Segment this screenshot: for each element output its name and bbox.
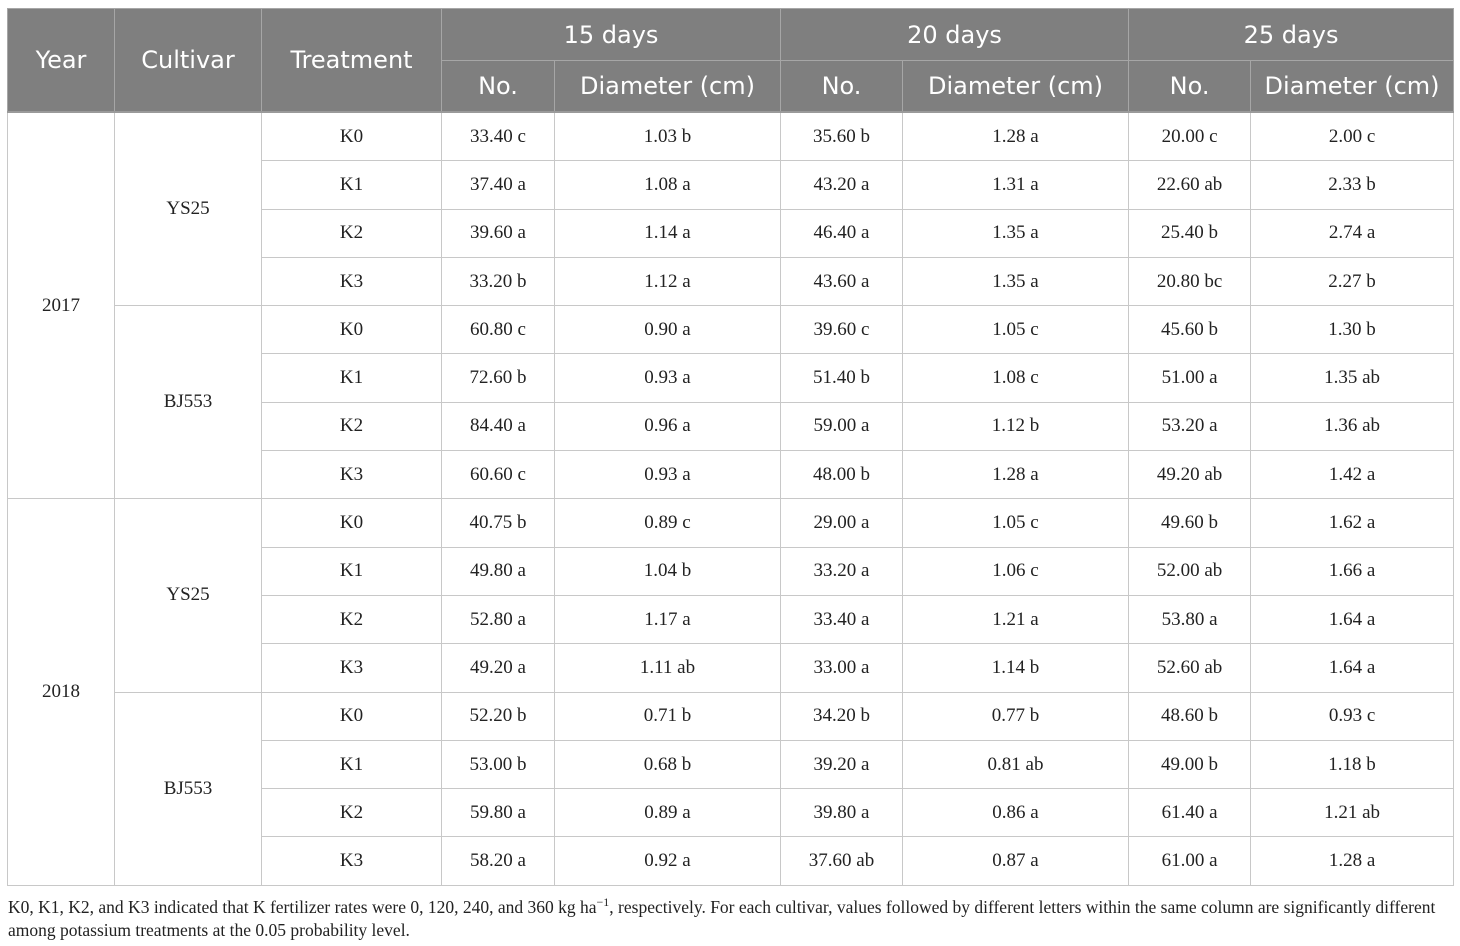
diameter-25-days-cell: 1.64 a (1251, 644, 1454, 692)
diameter-20-days-cell: 1.14 b (903, 644, 1129, 692)
treatment-cell: K0 (262, 306, 442, 354)
diameter-15-days-cell: 0.92 a (555, 837, 781, 885)
diameter-15-days-cell: 0.93 a (555, 354, 781, 402)
treatment-cell: K1 (262, 740, 442, 788)
diameter-25-days-cell: 0.93 c (1251, 692, 1454, 740)
cultivar-cell: BJ553 (115, 306, 262, 499)
no-25-days-cell: 61.40 a (1129, 789, 1251, 837)
treatment-cell: K0 (262, 499, 442, 547)
footnote-text-continued: , respectively. For each cultivar, values followed by different letters within the same column are significantly different among potassium treatments at the 0.05 probability level. (8, 896, 1436, 940)
no-15-days-cell: 49.20 a (442, 644, 555, 692)
diameter-25-days-cell: 1.42 a (1251, 451, 1454, 499)
no-20-days-cell: 48.00 b (781, 451, 903, 499)
diameter-15-days-cell: 0.71 b (555, 692, 781, 740)
no-25-days-cell: 25.40 b (1129, 209, 1251, 257)
no-25-days-cell: 49.00 b (1129, 740, 1251, 788)
header-period-25-days: 25 days (1129, 9, 1454, 61)
no-20-days-cell: 39.20 a (781, 740, 903, 788)
diameter-25-days-cell: 1.64 a (1251, 595, 1454, 643)
treatment-cell: K2 (262, 209, 442, 257)
diameter-20-days-cell: 1.35 a (903, 209, 1129, 257)
no-20-days-cell: 29.00 a (781, 499, 903, 547)
no-20-days-cell: 35.60 b (781, 112, 903, 161)
no-20-days-cell: 34.20 b (781, 692, 903, 740)
diameter-20-days-cell: 1.06 c (903, 547, 1129, 595)
treatment-cell: K0 (262, 112, 442, 161)
no-25-days-cell: 53.20 a (1129, 402, 1251, 450)
diameter-20-days-cell: 0.87 a (903, 837, 1129, 885)
subheader-diameter: Diameter (cm) (903, 61, 1129, 113)
diameter-20-days-cell: 1.31 a (903, 161, 1129, 209)
table-footnote (8, 891, 1458, 942)
diameter-25-days-cell: 2.00 c (1251, 112, 1454, 161)
cultivar-cell: YS25 (115, 499, 262, 692)
diameter-15-days-cell: 1.04 b (555, 547, 781, 595)
no-25-days-cell: 22.60 ab (1129, 161, 1251, 209)
subheader-diameter: Diameter (cm) (1251, 61, 1454, 113)
diameter-20-days-cell: 1.35 a (903, 257, 1129, 305)
header-cultivar: Cultivar (115, 9, 262, 113)
diameter-15-days-cell: 0.89 c (555, 499, 781, 547)
no-25-days-cell: 51.00 a (1129, 354, 1251, 402)
table-row (8, 112, 1454, 161)
diameter-20-days-cell: 0.77 b (903, 692, 1129, 740)
no-15-days-cell: 52.80 a (442, 595, 555, 643)
no-25-days-cell: 20.80 bc (1129, 257, 1251, 305)
diameter-25-days-cell: 2.74 a (1251, 209, 1454, 257)
no-25-days-cell: 49.60 b (1129, 499, 1251, 547)
treatment-cell: K3 (262, 644, 442, 692)
no-15-days-cell: 84.40 a (442, 402, 555, 450)
diameter-20-days-cell: 1.28 a (903, 451, 1129, 499)
no-15-days-cell: 59.80 a (442, 789, 555, 837)
subheader-no: No. (1129, 61, 1251, 113)
diameter-25-days-cell: 1.28 a (1251, 837, 1454, 885)
subheader-diameter: Diameter (cm) (555, 61, 781, 113)
header-period-15-days: 15 days (442, 9, 781, 61)
diameter-15-days-cell: 1.17 a (555, 595, 781, 643)
no-25-days-cell: 61.00 a (1129, 837, 1251, 885)
no-25-days-cell: 52.60 ab (1129, 644, 1251, 692)
treatment-cell: K1 (262, 354, 442, 402)
diameter-20-days-cell: 0.81 ab (903, 740, 1129, 788)
no-20-days-cell: 59.00 a (781, 402, 903, 450)
treatment-cell: K2 (262, 595, 442, 643)
diameter-20-days-cell: 1.28 a (903, 112, 1129, 161)
diameter-25-days-cell: 1.62 a (1251, 499, 1454, 547)
no-15-days-cell: 60.80 c (442, 306, 555, 354)
diameter-20-days-cell: 1.05 c (903, 499, 1129, 547)
diameter-15-days-cell: 1.14 a (555, 209, 781, 257)
footnote-text: K0, K1, K2, and K3 indicated that K fertilizer rates were 0, 120, 240, and 360 kg ha (8, 896, 597, 917)
no-20-days-cell: 37.60 ab (781, 837, 903, 885)
diameter-15-days-cell: 0.68 b (555, 740, 781, 788)
table-body (8, 112, 1454, 885)
diameter-25-days-cell: 1.35 ab (1251, 354, 1454, 402)
no-20-days-cell: 43.60 a (781, 257, 903, 305)
treatment-cell: K2 (262, 402, 442, 450)
table-row (8, 306, 1454, 354)
no-20-days-cell: 43.20 a (781, 161, 903, 209)
cultivar-cell: YS25 (115, 112, 262, 306)
diameter-25-days-cell: 1.36 ab (1251, 402, 1454, 450)
treatment-cell: K2 (262, 789, 442, 837)
header-year: Year (8, 9, 115, 113)
treatment-cell: K3 (262, 257, 442, 305)
no-15-days-cell: 60.60 c (442, 451, 555, 499)
diameter-15-days-cell: 0.89 a (555, 789, 781, 837)
no-25-days-cell: 45.60 b (1129, 306, 1251, 354)
no-15-days-cell: 72.60 b (442, 354, 555, 402)
data-table (7, 8, 1454, 886)
diameter-20-days-cell: 0.86 a (903, 789, 1129, 837)
diameter-25-days-cell: 1.66 a (1251, 547, 1454, 595)
no-20-days-cell: 39.80 a (781, 789, 903, 837)
diameter-15-days-cell: 0.96 a (555, 402, 781, 450)
diameter-15-days-cell: 1.08 a (555, 161, 781, 209)
no-25-days-cell: 49.20 ab (1129, 451, 1251, 499)
diameter-25-days-cell: 2.27 b (1251, 257, 1454, 305)
diameter-25-days-cell: 2.33 b (1251, 161, 1454, 209)
treatment-cell: K1 (262, 161, 442, 209)
no-20-days-cell: 51.40 b (781, 354, 903, 402)
diameter-15-days-cell: 1.12 a (555, 257, 781, 305)
table-row (8, 692, 1454, 740)
diameter-25-days-cell: 1.30 b (1251, 306, 1454, 354)
year-cell: 2018 (8, 499, 115, 885)
treatment-cell: K3 (262, 837, 442, 885)
diameter-20-days-cell: 1.21 a (903, 595, 1129, 643)
footnote-superscript: −1 (596, 895, 610, 909)
table-row (8, 499, 1454, 547)
no-15-days-cell: 53.00 b (442, 740, 555, 788)
treatment-cell: K0 (262, 692, 442, 740)
cultivar-cell: BJ553 (115, 692, 262, 885)
diameter-15-days-cell: 1.11 ab (555, 644, 781, 692)
no-15-days-cell: 33.20 b (442, 257, 555, 305)
no-15-days-cell: 40.75 b (442, 499, 555, 547)
diameter-20-days-cell: 1.08 c (903, 354, 1129, 402)
treatment-cell: K3 (262, 451, 442, 499)
diameter-20-days-cell: 1.05 c (903, 306, 1129, 354)
no-15-days-cell: 37.40 a (442, 161, 555, 209)
no-25-days-cell: 52.00 ab (1129, 547, 1251, 595)
diameter-15-days-cell: 0.90 a (555, 306, 781, 354)
no-15-days-cell: 33.40 c (442, 112, 555, 161)
diameter-20-days-cell: 1.12 b (903, 402, 1129, 450)
no-20-days-cell: 39.60 c (781, 306, 903, 354)
treatment-cell: K1 (262, 547, 442, 595)
diameter-25-days-cell: 1.18 b (1251, 740, 1454, 788)
header-period-20-days: 20 days (781, 9, 1129, 61)
header-treatment: Treatment (262, 9, 442, 113)
diameter-15-days-cell: 0.93 a (555, 451, 781, 499)
no-20-days-cell: 33.40 a (781, 595, 903, 643)
no-20-days-cell: 46.40 a (781, 209, 903, 257)
no-25-days-cell: 20.00 c (1129, 112, 1251, 161)
no-25-days-cell: 53.80 a (1129, 595, 1251, 643)
diameter-25-days-cell: 1.21 ab (1251, 789, 1454, 837)
no-20-days-cell: 33.20 a (781, 547, 903, 595)
no-15-days-cell: 39.60 a (442, 209, 555, 257)
no-15-days-cell: 52.20 b (442, 692, 555, 740)
subheader-no: No. (781, 61, 903, 113)
no-15-days-cell: 58.20 a (442, 837, 555, 885)
diameter-15-days-cell: 1.03 b (555, 112, 781, 161)
no-25-days-cell: 48.60 b (1129, 692, 1251, 740)
year-cell: 2017 (8, 112, 115, 499)
no-20-days-cell: 33.00 a (781, 644, 903, 692)
no-15-days-cell: 49.80 a (442, 547, 555, 595)
subheader-no: No. (442, 61, 555, 113)
